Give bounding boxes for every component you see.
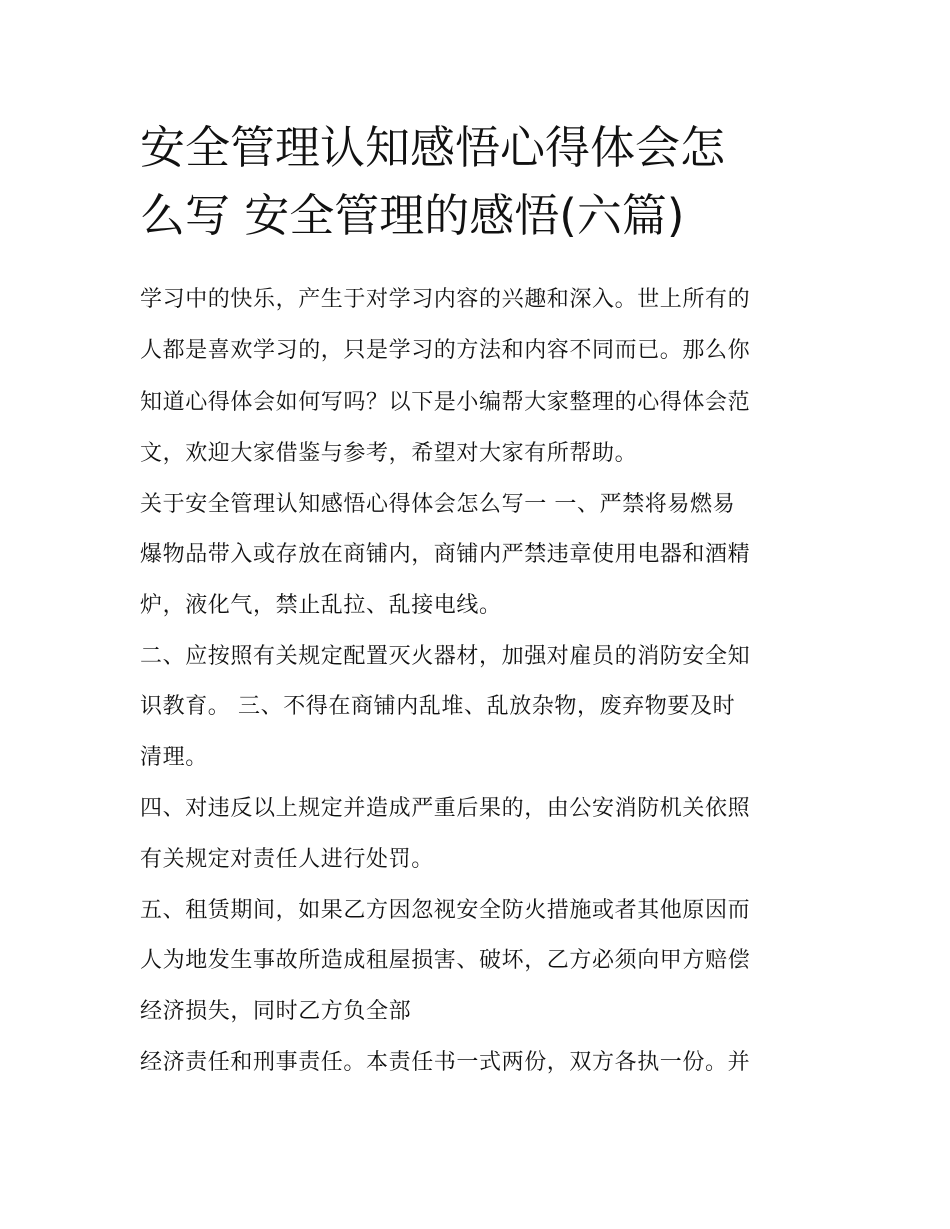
body-line: 四、对违反以上规定并造成严重后果的，由公安消防机关依照	[140, 796, 751, 821]
body-line: 人都是喜欢学习的，只是学习的方法和内容不同而已。那么你	[140, 338, 751, 363]
body-line: 人为地发生事故所造成租屋损害、破坏，乙方必须向甲方赔偿	[140, 948, 751, 973]
body-line: 关于安全管理认知感悟心得体会怎么写一 一、严禁将易燃易	[140, 492, 736, 517]
title-line: 么写 安全管理的感悟(六篇)	[140, 189, 685, 242]
body-line: 经济损失，同时乙方负全部	[140, 999, 412, 1024]
body-line: 学习中的快乐，产生于对学习内容的兴趣和深入。世上所有的	[140, 287, 751, 312]
body-line: 识教育。 三、不得在商铺内乱堆、乱放杂物，废弃物要及时	[140, 694, 736, 719]
body-line: 知道心得体会如何写吗？以下是小编帮大家整理的心得体会范	[140, 390, 751, 415]
body-line: 有关规定对责任人进行处罚。	[140, 847, 434, 872]
body-line: 二、应按照有关规定配置灭火器材，加强对雇员的消防安全知	[140, 644, 751, 669]
body-line: 经济责任和刑事责任。本责任书一式两份，双方各执一份。并	[140, 1050, 751, 1075]
body-line: 五、租赁期间，如果乙方因忽视安全防火措施或者其他原因而	[140, 898, 751, 923]
document-title	[140, 114, 830, 250]
body-line: 文，欢迎大家借鉴与参考，希望对大家有所帮助。	[140, 441, 638, 466]
body-line: 爆物品带入或存放在商铺内，商铺内严禁违章使用电器和酒精	[140, 542, 751, 567]
body-line: 清理。	[140, 745, 208, 770]
title-line: 安全管理认知感悟心得体会怎	[140, 121, 726, 174]
body-line: 炉，液化气，禁止乱拉、乱接电线。	[140, 593, 502, 618]
